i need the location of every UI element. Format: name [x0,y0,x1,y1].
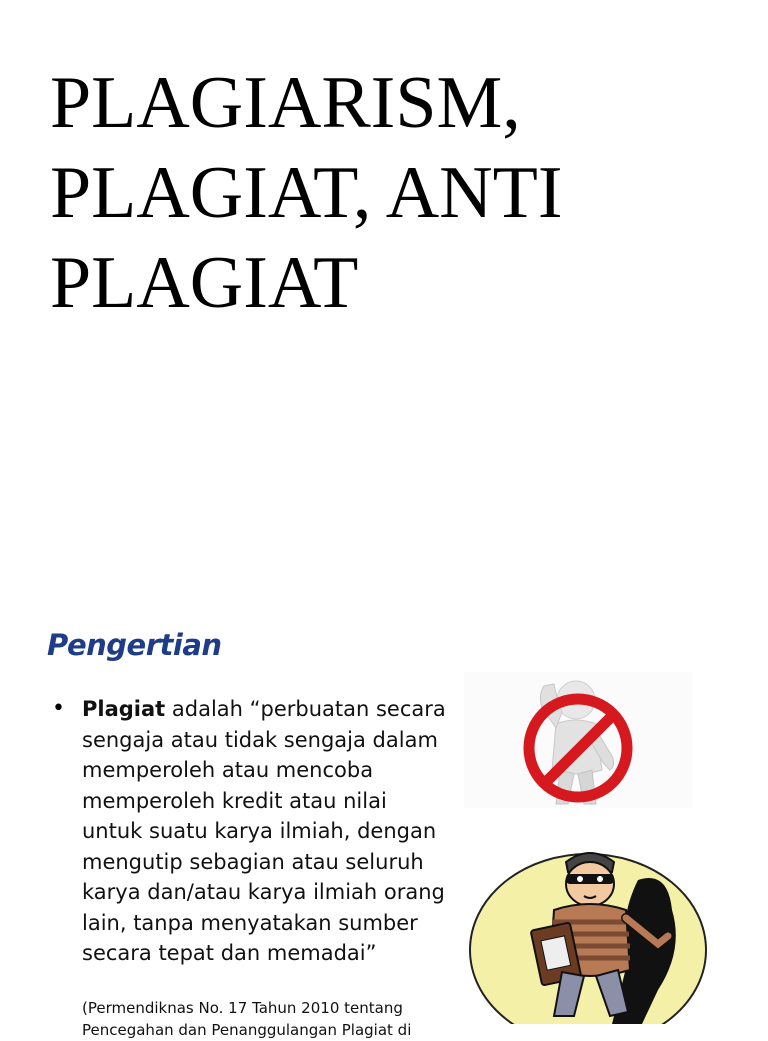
slide-title-line-3: PLAGIAT [50,242,359,324]
definition-line-2: sengaja atau tidak sengaja dalam [82,727,438,752]
thief-cartoon-icon [462,840,712,1024]
definition-text [82,694,472,969]
thief-illustration [462,840,712,1024]
prohibited-person-icon [464,672,692,808]
definition-line-6: mengutip sebagian atau seluruh [82,849,424,874]
definition-line-8: lain, tanpa menyatakan sumber [82,910,418,935]
citation-line-1: (Permendiknas No. 17 Tahun 2010 tentang [82,999,403,1017]
definition-line-7: karya dan/atau karya ilmiah orang [82,880,445,904]
citation [82,997,412,1041]
slide-title [50,58,710,328]
slide-title-line-1: PLAGIARISM, [50,62,521,144]
definition-line-5: untuk suatu karya ilmiah, dengan [82,819,437,843]
definition-line-4: memperoleh kredit atau nilai [82,788,387,813]
definition-term: Plagiat [82,697,166,721]
prohibited-person-illustration [464,672,692,808]
definition-line-1 [82,694,472,725]
definition-line-3: memperoleh atau mencoba [82,758,374,782]
slide-title-line-2: PLAGIAT, ANTI [50,152,563,234]
thief-head [566,853,614,906]
definition-line-1-rest: adalah “perbuatan secara [165,697,446,721]
definition-line-9: secara tepat dan memadai” [82,941,377,965]
section-heading: Pengertian [47,628,222,662]
bullet-icon: • [52,696,65,721]
citation-line-2: Pencegahan dan Penanggulangan Plagiat di [82,1021,412,1039]
